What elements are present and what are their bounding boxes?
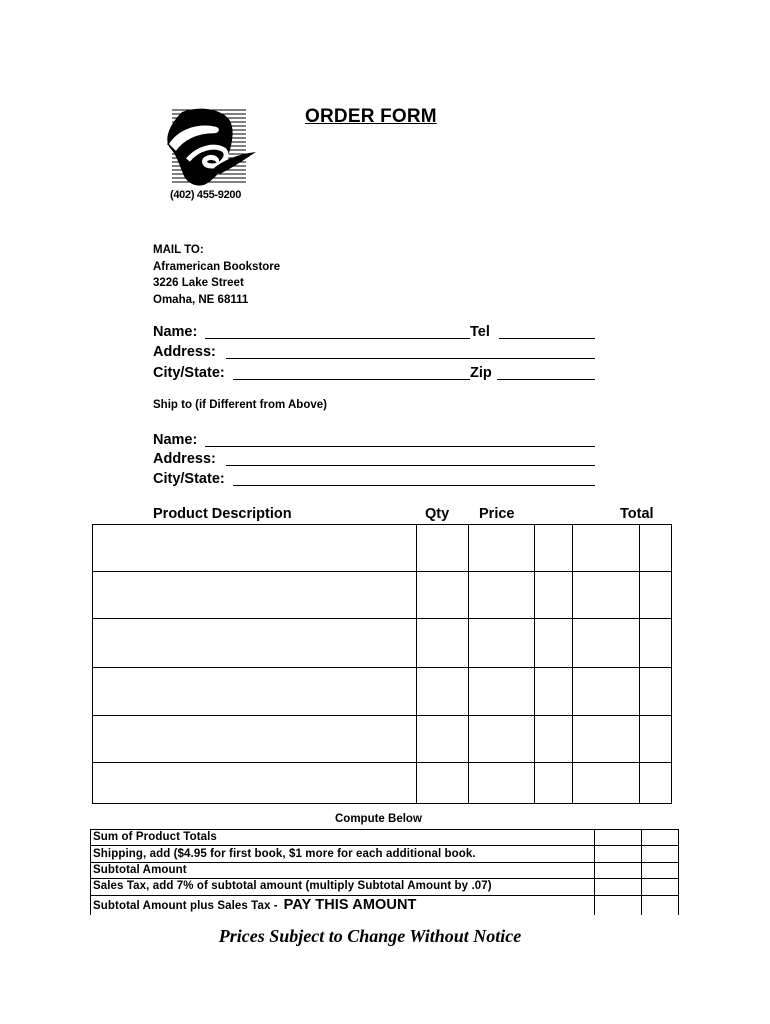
table-row-divider	[93, 715, 671, 716]
mail-to-label: MAIL TO:	[153, 244, 204, 256]
sales-tax-label: Sales Tax, add 7% of subtotal amount (multiply Subtotal Amount by .07)	[93, 880, 492, 892]
subtotal-label: Subtotal Amount	[93, 864, 187, 876]
summary-cents-divider	[641, 830, 642, 915]
sum-of-product-totals-label: Sum of Product Totals	[93, 831, 217, 843]
customer-address-label: Address:	[153, 344, 216, 360]
bookstore-street: 3226 Lake Street	[153, 277, 244, 289]
table-row-divider	[93, 667, 671, 668]
qty-header: Qty	[425, 506, 450, 522]
mail-to-block	[153, 242, 280, 308]
total-due-row	[93, 897, 417, 913]
customer-name-field[interactable]	[205, 338, 470, 339]
customer-tel-label: Tel	[470, 324, 490, 340]
ship-to-heading: Ship to (if Different from Above)	[153, 399, 327, 411]
shipping-label: Shipping, add ($4.95 for first book, $1 more for each additional book.	[93, 848, 476, 860]
bookstore-city: Omaha, NE 68111	[153, 293, 249, 306]
customer-tel-field[interactable]	[499, 338, 595, 339]
ship-name-field[interactable]	[205, 446, 595, 447]
summary-table[interactable]	[90, 829, 679, 915]
ship-city-state-label: City/State:	[153, 471, 225, 487]
ship-name-label: Name:	[153, 432, 198, 448]
phone-number: (402) 455-9200	[170, 189, 242, 201]
bookstore-name: Aframerican Bookstore	[153, 260, 281, 273]
customer-name-label: Name:	[153, 324, 198, 340]
customer-city-state-label: City/State:	[153, 365, 225, 381]
pay-this-amount-label: PAY THIS AMOUNT	[283, 897, 417, 913]
summary-row-divider	[91, 845, 678, 846]
price-header: Price	[479, 506, 515, 522]
compute-below-label: Compute Below	[335, 813, 422, 825]
summary-row-divider	[91, 878, 678, 879]
ship-address-field[interactable]	[226, 465, 595, 466]
total-due-label: Subtotal Amount plus Sales Tax -	[93, 900, 278, 912]
table-row-divider	[93, 618, 671, 619]
summary-row-divider	[91, 895, 678, 896]
table-row-divider	[93, 571, 671, 572]
table-row-divider	[93, 762, 671, 763]
page-title: ORDER FORM	[305, 106, 437, 127]
summary-row-divider	[91, 862, 678, 863]
price-notice: Prices Subject to Change Without Notice	[218, 926, 522, 946]
total-header: Total	[620, 506, 654, 522]
product-table[interactable]	[92, 524, 672, 804]
ship-city-state-field[interactable]	[233, 485, 595, 486]
ship-address-label: Address:	[153, 451, 216, 467]
product-description-header: Product Description	[153, 506, 292, 522]
customer-zip-field[interactable]	[497, 379, 595, 380]
customer-city-state-field[interactable]	[233, 379, 470, 380]
summary-dollar-divider	[594, 830, 595, 915]
customer-address-field[interactable]	[226, 358, 595, 359]
customer-zip-label: Zip	[470, 365, 492, 381]
